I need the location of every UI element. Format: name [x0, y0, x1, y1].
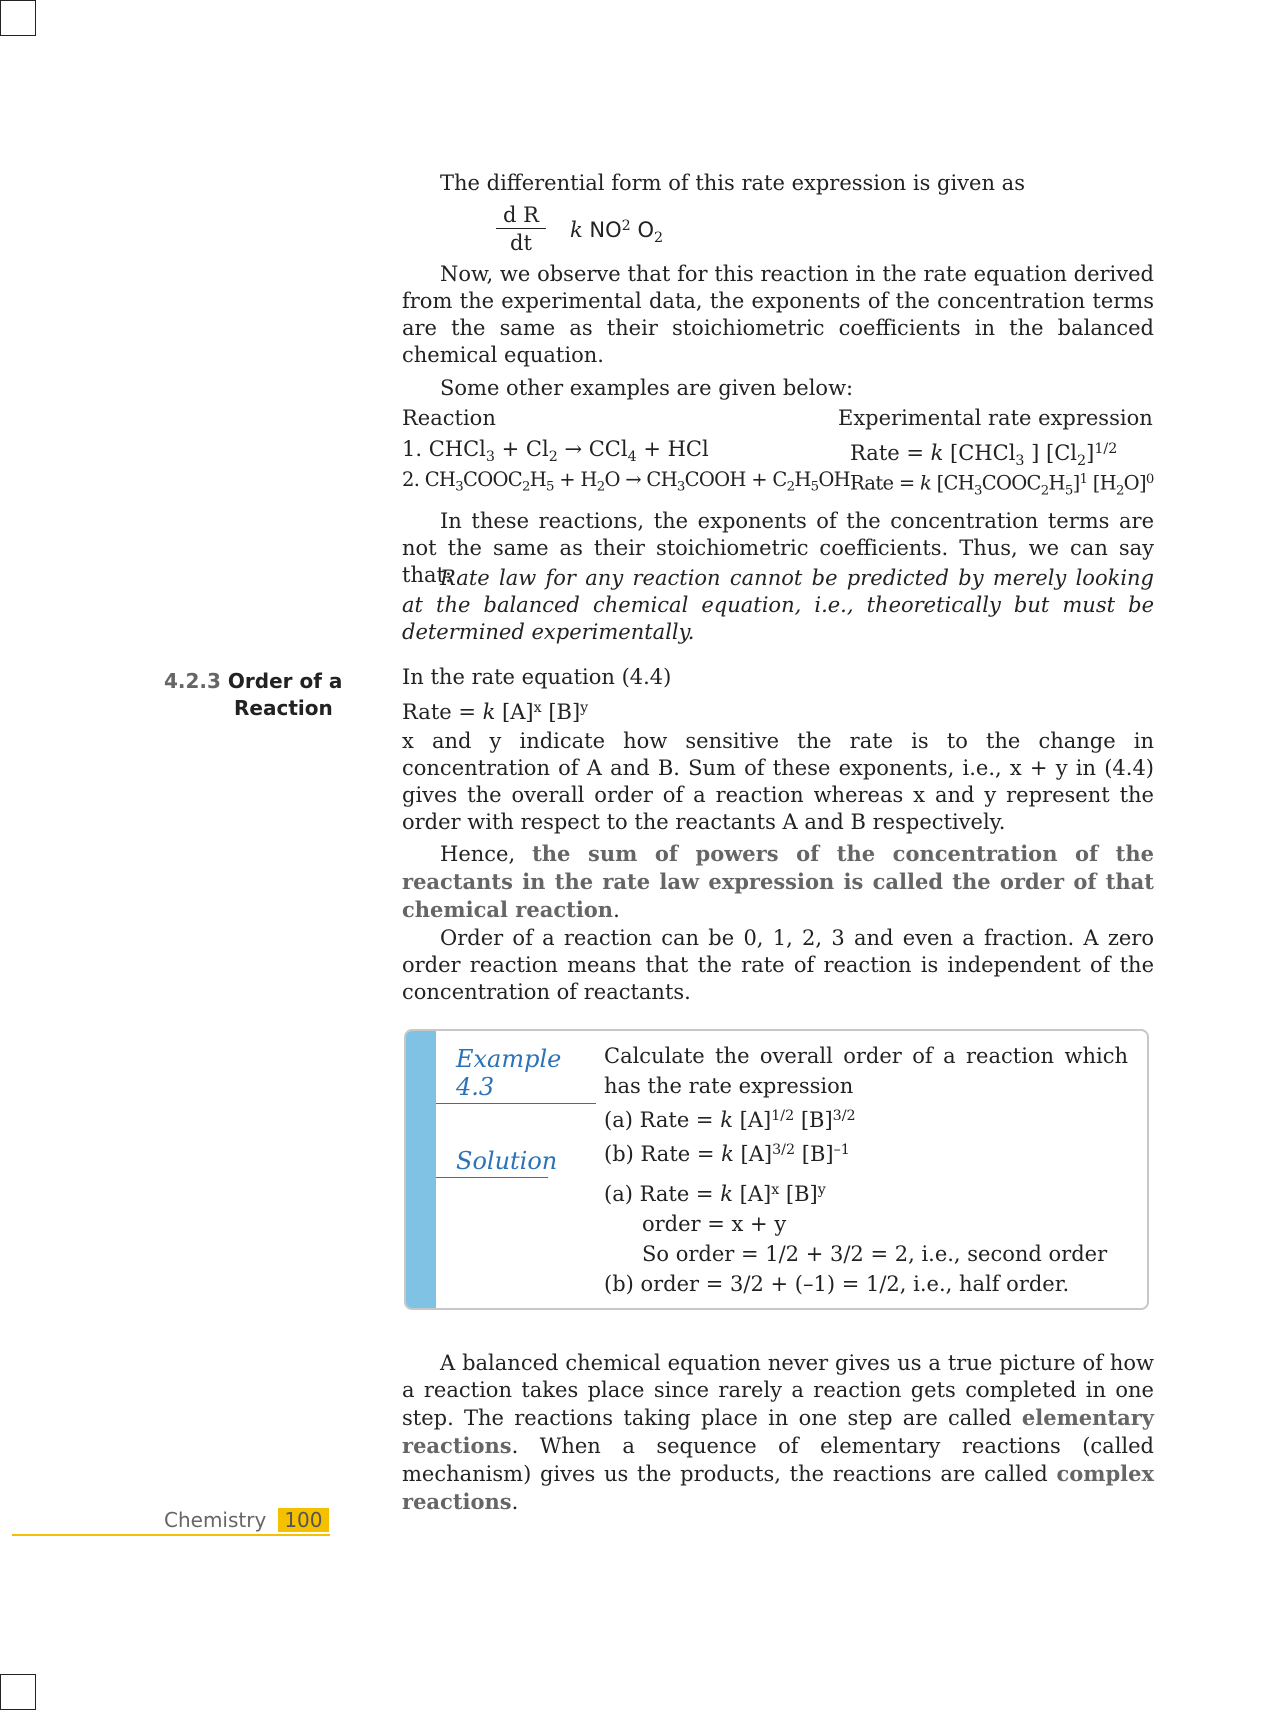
term-elementary-reactions: elementary reactions: [402, 1405, 1154, 1458]
paragraph-zero-order: Order of a reaction can be 0, 1, 2, 3 and even a fraction. A zero order reaction means that the rate of reaction is independent of the concentration of reactants.: [402, 926, 1154, 1004]
section-number: 4.2.3: [164, 669, 221, 693]
section-heading: [164, 668, 370, 722]
example-content: [604, 1041, 1128, 1299]
solution-b-result: (b) order = 3/2 + (–1) = 1/2, i.e., half order.: [604, 1272, 1070, 1297]
paragraph-definition: Hence, the sum of powers of the concentration of the reactants in the rate law expression is called the order of that chemical reaction.: [402, 841, 1154, 922]
differential-rate-formula: [496, 202, 756, 260]
rate-expression-2: Rate = k $[CH_3COOC_2H_5]^1$ $[H_2O]^0$: [850, 471, 1154, 499]
fraction-numerator: d R: [496, 202, 546, 229]
rate-expression-1: Rate = k [CHCl$_3$ ] $[Cl_2]^{1/2}$: [850, 441, 1118, 470]
example-label: Example 4.3: [436, 1045, 596, 1104]
paragraph-sensitivity: x and y indicate how sensitive the rate is to the change in concentration of A and B. Sum of these exponents, i.e., x + y in (4.4) gives the overall order of a reaction whereas x and y represent the order with respect to the reactants A and B respectively.: [402, 729, 1154, 834]
footer-rule: [12, 1534, 330, 1536]
reaction-2: 2. $CH_3COOC_2H_5 + H_2O$ → $CH_3COOH + C_2H_5OH$: [402, 468, 850, 495]
solution-order: order = x + y: [642, 1212, 787, 1237]
crop-mark-bottom-left: [0, 1674, 36, 1710]
section-title-line2: Reaction: [234, 696, 333, 720]
example-box: [404, 1029, 1149, 1310]
order-definition: the sum of powers of the concentration of the reactants in the rate law expression is called the order of that chemical reaction: [402, 841, 1154, 922]
intro-text: The differential form of this rate expression is given as: [440, 171, 1025, 195]
footer-subject: Chemistry: [164, 1508, 267, 1532]
table-row-2: [402, 465, 1154, 503]
paragraph-rate-equation: In the rate equation (4.4): [402, 665, 672, 689]
column-header-reaction: Reaction: [402, 406, 496, 430]
crop-mark-top-left: [0, 0, 36, 36]
example-option-b: (b) Rate = k $[A]^{3/2}$ $[B]^{-1}$: [604, 1142, 850, 1167]
solution-label: Solution: [436, 1147, 548, 1178]
solution-a: (a) Rate = k $[A]^x$ $[B]^y$: [604, 1182, 826, 1207]
formula-rhs: k $NO^2$ $O_2$: [570, 218, 664, 247]
example-option-a: (a) Rate = k $[A]^{1/2}$ $[B]^{3/2}$: [604, 1108, 856, 1133]
solution-a-result: So order = 1/2 + 3/2 = 2, i.e., second order: [642, 1242, 1108, 1267]
paragraph-exponents: Now, we observe that for this reaction in the rate equation derived from the experimental data, the exponents of the concentration terms are the same as their stoichiometric coefficients in the balanced chemical equation.: [402, 262, 1154, 367]
paragraph-rate-law-note: Rate law for any reaction cannot be predicted by merely looking at the balanced chemical equation, i.e., theoretically but must be determined experimentally.: [402, 566, 1154, 644]
fraction-denominator: dt: [510, 231, 532, 255]
paragraph-elementary: A balanced chemical equation never gives us a true picture of how a reaction takes place since rarely a reaction gets completed in one step. The reactions taking place in one step are called elementary reactions. When a sequence of elementary reactions (called mechanism) gives us the products, the reactions are called complex reactions.: [402, 1351, 1154, 1514]
table-header: [402, 403, 1154, 433]
column-header-rate: Experimental rate expression: [838, 406, 1153, 430]
section-title-line1: Order of a: [227, 669, 343, 693]
paragraph-not-same: In these reactions, the exponents of the concentration terms are not the same as their stoichiometric coefficients. Thus, we can say that:: [402, 509, 1154, 587]
example-question: Calculate the overall order of a reaction which has the rate expression: [604, 1044, 1128, 1098]
rate-equation: Rate = k $[A]^x$ $[B]^y$: [402, 700, 589, 725]
page-footer: [164, 1508, 329, 1532]
reaction-1: 1. CHCl$_3$ + $Cl_2 \to CCl_4$ + HCl: [402, 437, 709, 465]
term-complex-reactions: complex reactions: [402, 1461, 1154, 1514]
example-stripe: [406, 1031, 436, 1308]
page-number: 100: [278, 1508, 328, 1532]
paragraph-examples-intro: Some other examples are given below:: [440, 376, 854, 400]
fraction: [496, 202, 546, 257]
